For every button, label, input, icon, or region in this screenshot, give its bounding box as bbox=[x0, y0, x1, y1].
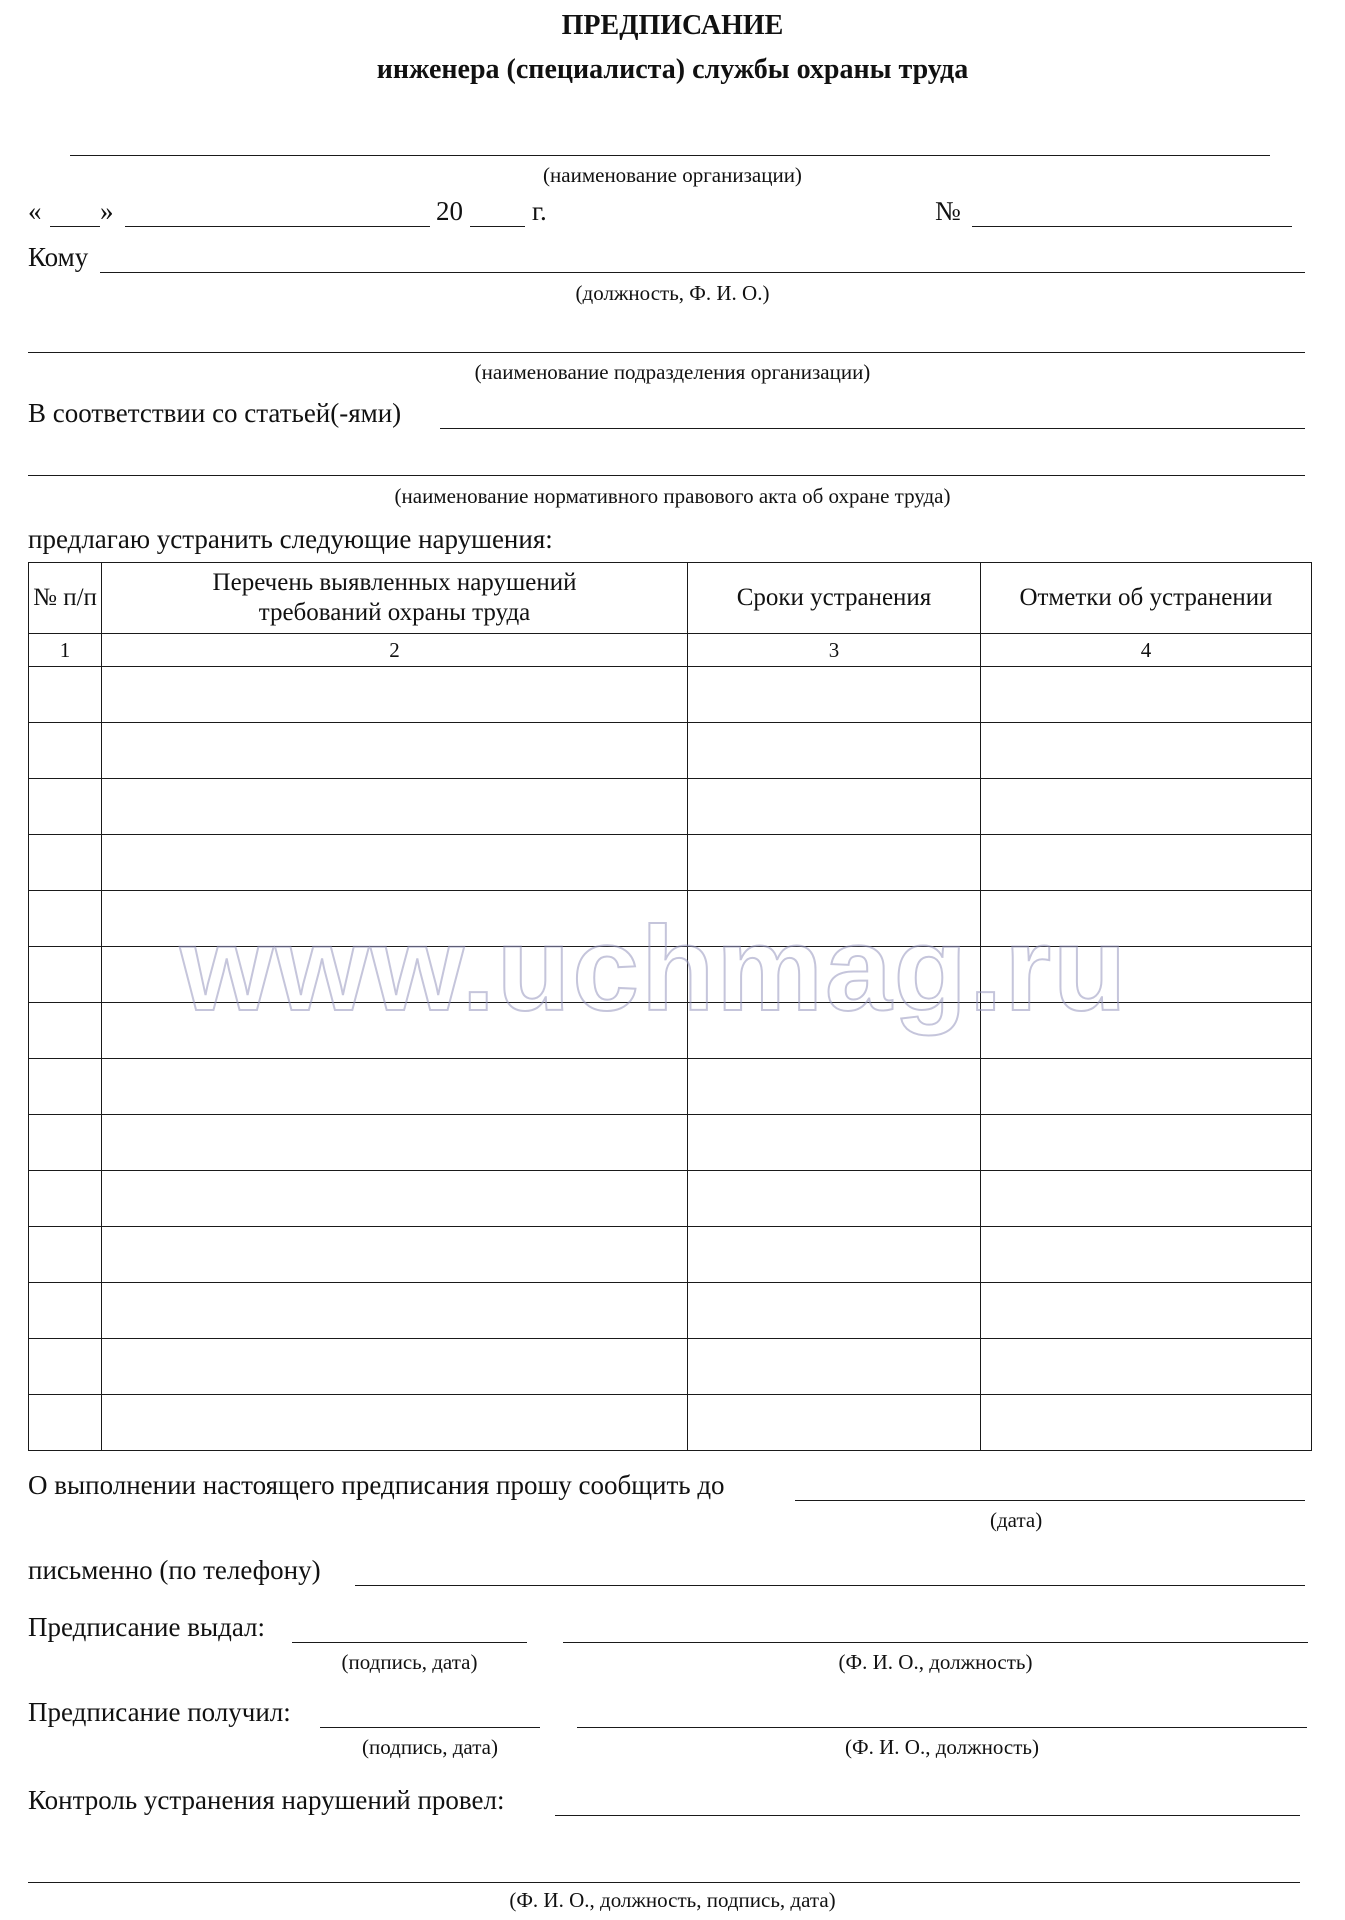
department-caption: (наименование подразделения организации) bbox=[474, 360, 871, 384]
year-prefix: 20 bbox=[436, 196, 463, 226]
cell-number[interactable] bbox=[29, 723, 102, 779]
cell-deadline[interactable] bbox=[688, 1059, 981, 1115]
table-row bbox=[29, 723, 1312, 779]
cell-marks[interactable] bbox=[981, 835, 1312, 891]
cell-number[interactable] bbox=[29, 947, 102, 1003]
cell-deadline[interactable] bbox=[688, 947, 981, 1003]
cell-number[interactable] bbox=[29, 1115, 102, 1171]
cell-deadline[interactable] bbox=[688, 1339, 981, 1395]
violations-table bbox=[28, 562, 1312, 1451]
cell-deadline[interactable] bbox=[688, 667, 981, 723]
received-name-field[interactable] bbox=[577, 1727, 1307, 1728]
header-deadline: Сроки устранения bbox=[688, 563, 981, 634]
cell-marks[interactable] bbox=[981, 891, 1312, 947]
organization-caption: (наименование организации) bbox=[543, 163, 802, 187]
issued-name-field[interactable] bbox=[563, 1642, 1308, 1643]
cell-violation[interactable] bbox=[102, 779, 688, 835]
according-label: В соответствии со статьей(-ями) bbox=[28, 398, 402, 428]
cell-violation[interactable] bbox=[102, 1059, 688, 1115]
cell-marks[interactable] bbox=[981, 1395, 1312, 1451]
department-field[interactable] bbox=[28, 352, 1305, 353]
control-label: Контроль устранения нарушений провел: bbox=[28, 1785, 505, 1815]
control-field[interactable] bbox=[555, 1815, 1300, 1816]
cell-deadline[interactable] bbox=[688, 723, 981, 779]
cell-number[interactable] bbox=[29, 1227, 102, 1283]
col-number-3: 3 bbox=[688, 634, 981, 667]
legal-act-caption: (наименование нормативного правового акта об охране труда) bbox=[394, 484, 951, 508]
document-title: ПРЕДПИСАНИЕ bbox=[561, 10, 784, 41]
cell-number[interactable] bbox=[29, 1003, 102, 1059]
cell-deadline[interactable] bbox=[688, 1171, 981, 1227]
header-marks: Отметки об устранении bbox=[981, 563, 1312, 634]
header-number: № п/п bbox=[29, 563, 102, 634]
col-number-4: 4 bbox=[981, 634, 1312, 667]
in-writing-label: письменно (по телефону) bbox=[28, 1555, 321, 1585]
cell-violation[interactable] bbox=[102, 1283, 688, 1339]
col-number-2: 2 bbox=[102, 634, 688, 667]
to-whom-label: Кому bbox=[28, 242, 89, 272]
cell-marks[interactable] bbox=[981, 723, 1312, 779]
cell-violation[interactable] bbox=[102, 1003, 688, 1059]
table-row bbox=[29, 1003, 1312, 1059]
open-quote: « bbox=[28, 196, 42, 226]
watermark: www.uchmag.ru bbox=[180, 902, 1129, 1036]
issued-sign-caption: (подпись, дата) bbox=[341, 1650, 478, 1674]
cell-violation[interactable] bbox=[102, 1171, 688, 1227]
cell-marks[interactable] bbox=[981, 1059, 1312, 1115]
number-sign: № bbox=[935, 196, 961, 226]
issued-sign-field[interactable] bbox=[292, 1642, 527, 1643]
table-row bbox=[29, 1059, 1312, 1115]
day-field[interactable] bbox=[50, 226, 100, 227]
number-field[interactable] bbox=[972, 226, 1292, 227]
cell-number[interactable] bbox=[29, 1171, 102, 1227]
col-number-1: 1 bbox=[29, 634, 102, 667]
cell-deadline[interactable] bbox=[688, 835, 981, 891]
cell-number[interactable] bbox=[29, 779, 102, 835]
cell-marks[interactable] bbox=[981, 1283, 1312, 1339]
cell-violation[interactable] bbox=[102, 947, 688, 1003]
date-caption: (дата) bbox=[990, 1508, 1043, 1532]
document-subtitle: инженера (специалиста) службы охраны труда bbox=[376, 54, 969, 85]
cell-violation[interactable] bbox=[102, 891, 688, 947]
organization-field[interactable] bbox=[70, 155, 1270, 156]
table-row bbox=[29, 1395, 1312, 1451]
table-row bbox=[29, 1283, 1312, 1339]
final-caption: (Ф. И. О., должность, подпись, дата) bbox=[509, 1888, 836, 1912]
table-row bbox=[29, 667, 1312, 723]
cell-marks[interactable] bbox=[981, 1227, 1312, 1283]
report-until-label: О выполнении настоящего предписания прошу сообщить до bbox=[28, 1470, 725, 1500]
table-row bbox=[29, 1115, 1312, 1171]
cell-deadline[interactable] bbox=[688, 1395, 981, 1451]
cell-marks[interactable] bbox=[981, 1339, 1312, 1395]
cell-deadline[interactable] bbox=[688, 1003, 981, 1059]
report-date-field[interactable] bbox=[795, 1500, 1305, 1501]
cell-violation[interactable] bbox=[102, 1115, 688, 1171]
cell-number[interactable] bbox=[29, 1059, 102, 1115]
table-number-row bbox=[29, 634, 1312, 667]
cell-marks[interactable] bbox=[981, 1171, 1312, 1227]
legal-act-field[interactable] bbox=[28, 475, 1305, 476]
cell-marks[interactable] bbox=[981, 779, 1312, 835]
cell-deadline[interactable] bbox=[688, 1283, 981, 1339]
cell-violation[interactable] bbox=[102, 1227, 688, 1283]
cell-violation[interactable] bbox=[102, 1395, 688, 1451]
cell-number[interactable] bbox=[29, 1395, 102, 1451]
cell-marks[interactable] bbox=[981, 1115, 1312, 1171]
received-label: Предписание получил: bbox=[28, 1697, 291, 1727]
cell-deadline[interactable] bbox=[688, 1227, 981, 1283]
table-row bbox=[29, 1171, 1312, 1227]
table-row bbox=[29, 947, 1312, 1003]
close-quote: » bbox=[100, 196, 114, 226]
articles-field[interactable] bbox=[440, 428, 1305, 429]
final-field[interactable] bbox=[28, 1882, 1300, 1883]
table-row bbox=[29, 1227, 1312, 1283]
cell-number[interactable] bbox=[29, 1283, 102, 1339]
table-header-row bbox=[29, 563, 1312, 634]
month-field[interactable] bbox=[125, 226, 430, 227]
table-row bbox=[29, 835, 1312, 891]
received-sign-caption: (подпись, дата) bbox=[362, 1735, 498, 1759]
cell-marks[interactable] bbox=[981, 667, 1312, 723]
cell-violation[interactable] bbox=[102, 723, 688, 779]
year-suffix: г. bbox=[532, 196, 547, 226]
table-row bbox=[29, 1339, 1312, 1395]
cell-deadline[interactable] bbox=[688, 779, 981, 835]
cell-number[interactable] bbox=[29, 1339, 102, 1395]
position-name-caption: (должность, Ф. И. О.) bbox=[575, 281, 770, 305]
table-row bbox=[29, 891, 1312, 947]
cell-deadline[interactable] bbox=[688, 891, 981, 947]
cell-marks[interactable] bbox=[981, 947, 1312, 1003]
propose-label: предлагаю устранить следующие нарушения: bbox=[28, 524, 553, 554]
issued-name-caption: (Ф. И. О., должность) bbox=[838, 1650, 1033, 1674]
year-field[interactable] bbox=[470, 226, 525, 227]
cell-violation[interactable] bbox=[102, 1339, 688, 1395]
cell-number[interactable] bbox=[29, 835, 102, 891]
to-whom-field[interactable] bbox=[100, 272, 1305, 273]
cell-violation[interactable] bbox=[102, 835, 688, 891]
cell-violation[interactable] bbox=[102, 667, 688, 723]
issued-label: Предписание выдал: bbox=[28, 1612, 266, 1642]
cell-number[interactable] bbox=[29, 891, 102, 947]
in-writing-field[interactable] bbox=[355, 1585, 1305, 1586]
cell-marks[interactable] bbox=[981, 1003, 1312, 1059]
received-sign-field[interactable] bbox=[320, 1727, 540, 1728]
table-row bbox=[29, 779, 1312, 835]
header-violations: Перечень выявленных нарушений требований охраны труда bbox=[102, 563, 688, 634]
cell-number[interactable] bbox=[29, 667, 102, 723]
received-name-caption: (Ф. И. О., должность) bbox=[845, 1735, 1039, 1759]
cell-deadline[interactable] bbox=[688, 1115, 981, 1171]
